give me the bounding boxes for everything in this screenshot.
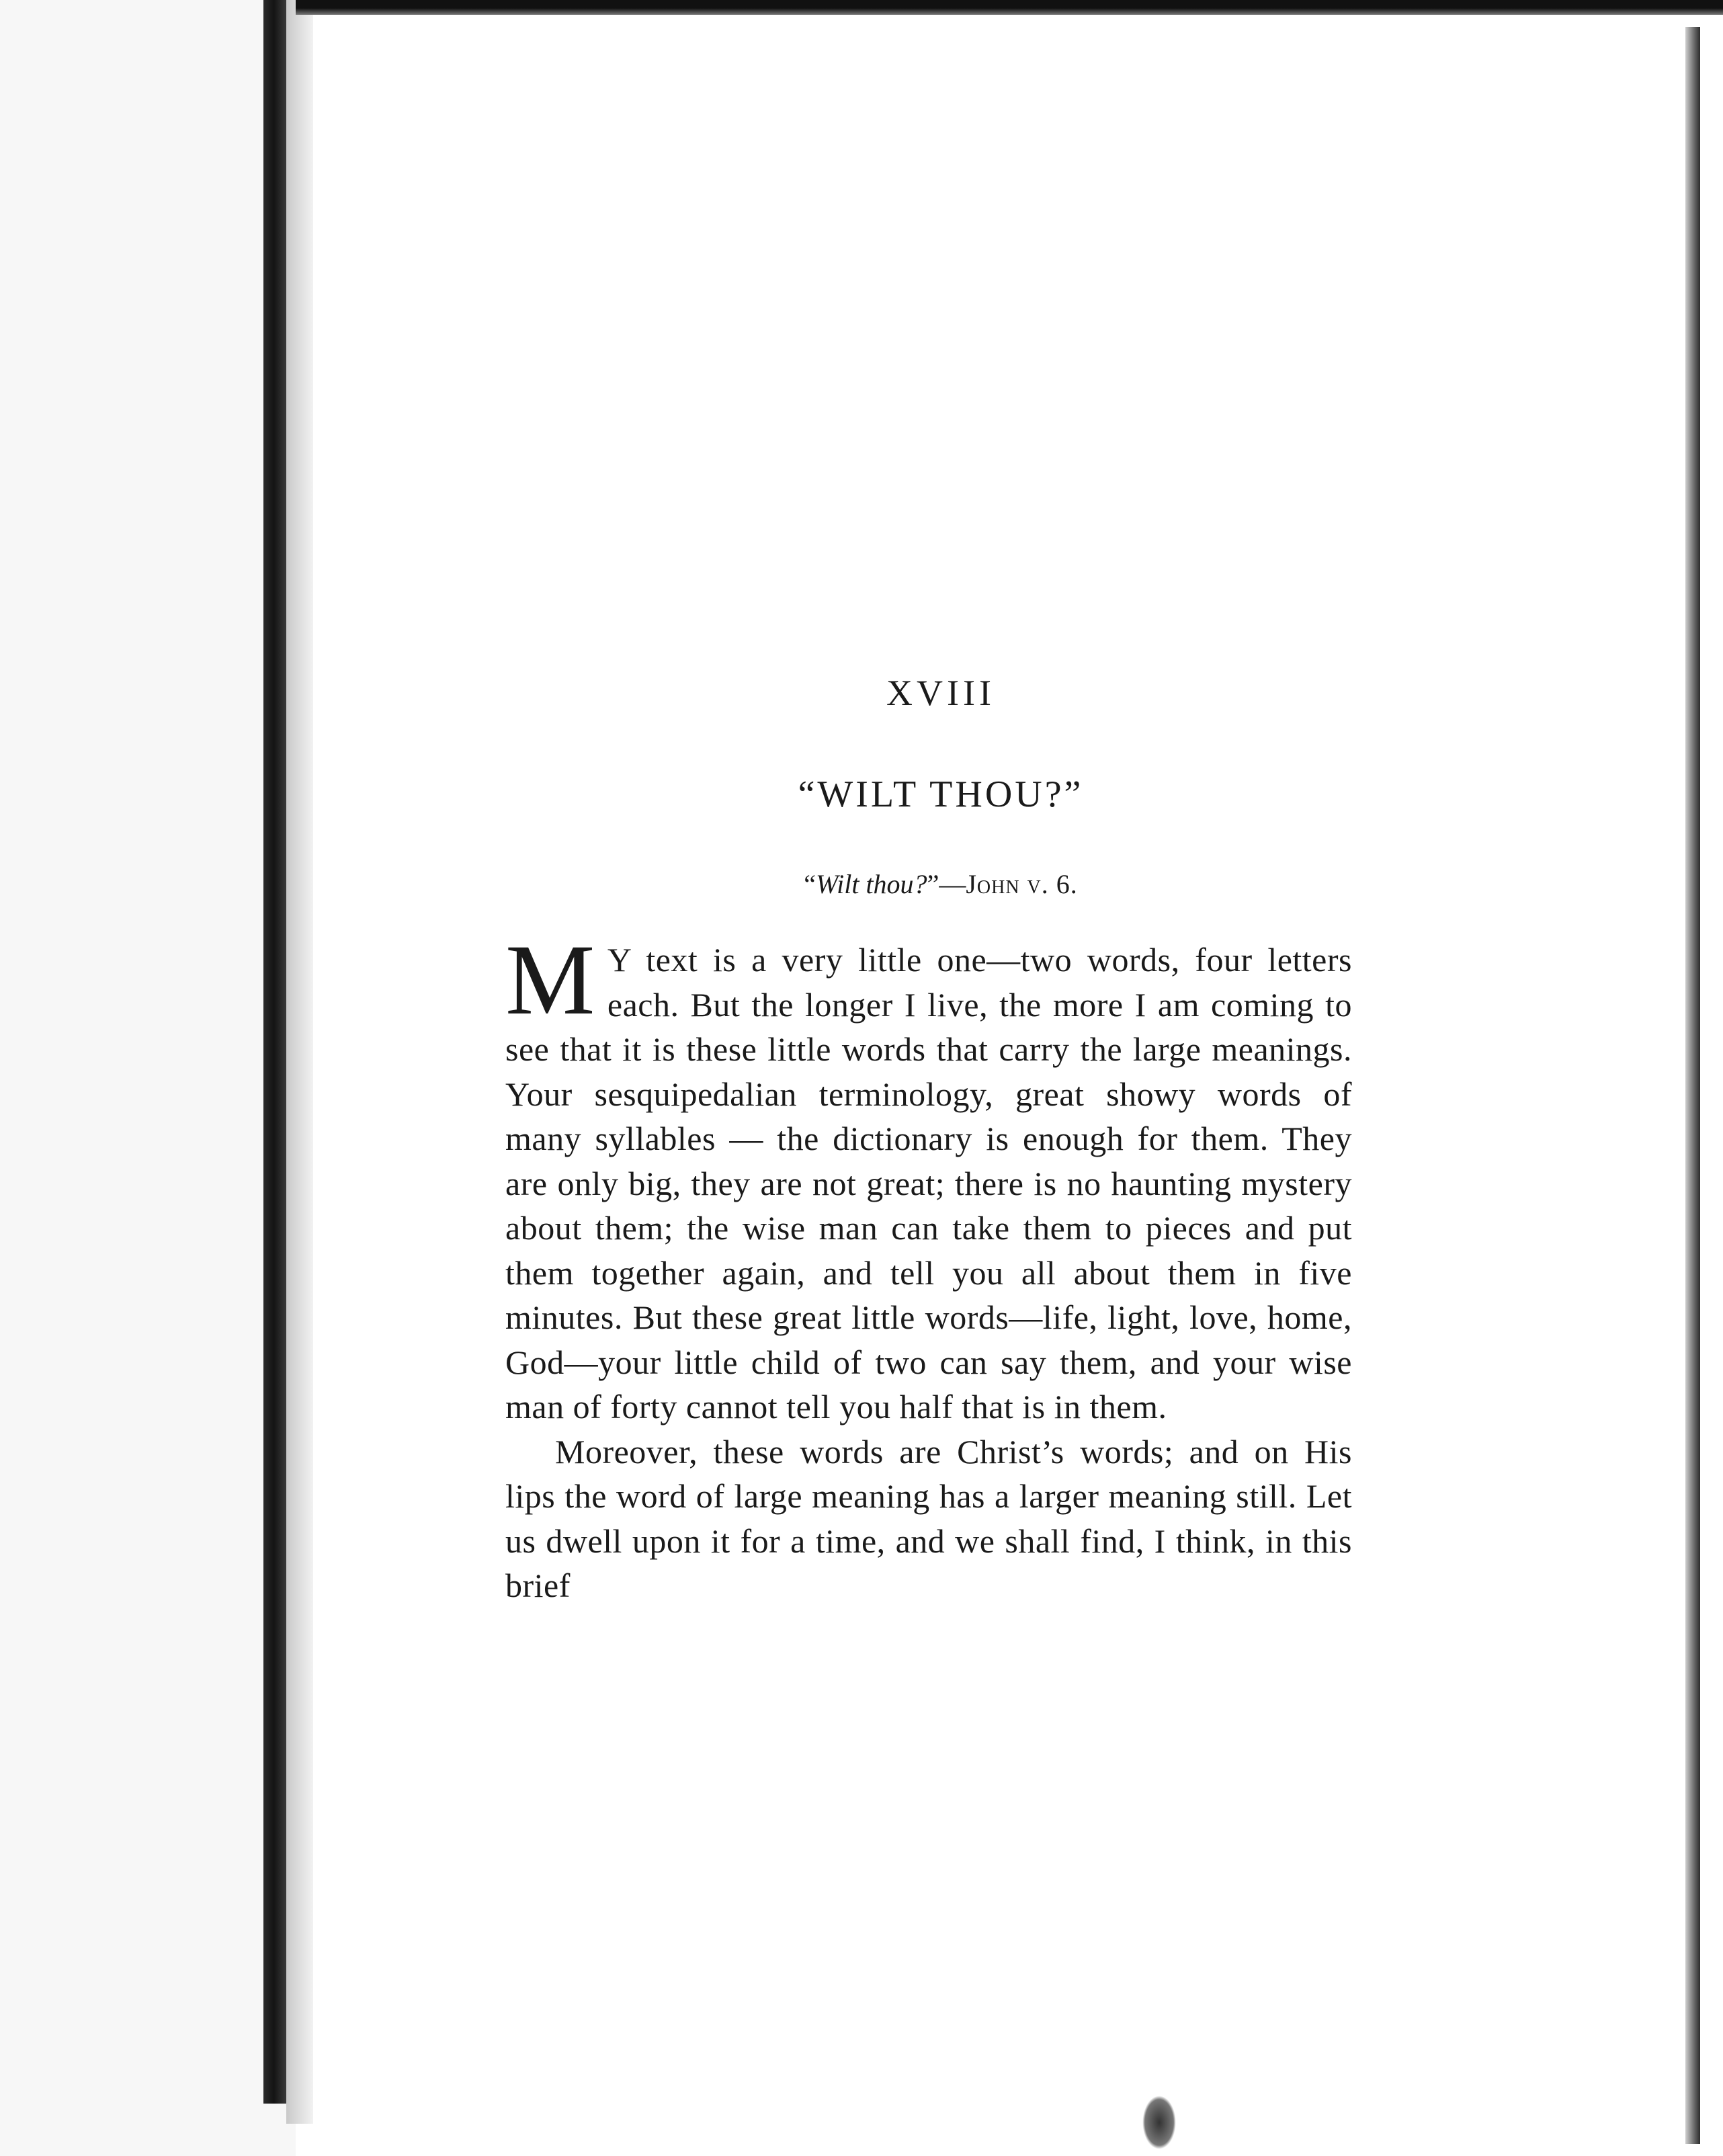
- bottom-edge-mark: [1142, 2096, 1176, 2149]
- body-text: [505, 924, 1352, 1608]
- gutter-shadow: [286, 0, 313, 2124]
- chapter-number: XVIII: [886, 673, 995, 713]
- left-page-blank: [0, 0, 296, 2156]
- epigraph-reference: John v. 6.: [966, 869, 1078, 899]
- chapter-title: “WILT THOU?”: [798, 774, 1084, 815]
- paragraph-2: Moreover, these words are Christ’s words; and on His lips the word of large meaning has a larger meaning still. Let us dwell upon it for a time, and we shall find, I think, in this brief: [505, 1432, 1352, 1604]
- top-page-edge: [296, 0, 1723, 15]
- right-margin: [1700, 40, 1723, 2156]
- epigraph: [605, 868, 1277, 900]
- epigraph-dash: —: [939, 869, 966, 899]
- epigraph-quote: Wilt thou?: [815, 869, 927, 899]
- right-page-edge: [1685, 27, 1700, 2144]
- epigraph-open-quote: “: [804, 869, 816, 899]
- epigraph-close-quote: ”: [927, 869, 939, 899]
- paragraph-1: [505, 924, 1352, 1429]
- paragraph-1-text: Y text is a very little one—two words, four letters each. But the longer I live, the more I am coming to see that it is these little words that carry the large meanings. Your sesquipedalian terminology, great showy words of many syllables — the dictionary is enough for them. They are only big, they are not great; there is no haunting mystery about them; the wise man can take them to pieces and put them together again, and tell you all about them in five minutes. But these great little words—life, light, love, home, God—your little child of two can say them, and your wise man of forty cannot tell you half that is in them.: [505, 941, 1352, 1425]
- book-spine-gutter: [263, 0, 286, 2104]
- drop-cap: M: [505, 924, 595, 1036]
